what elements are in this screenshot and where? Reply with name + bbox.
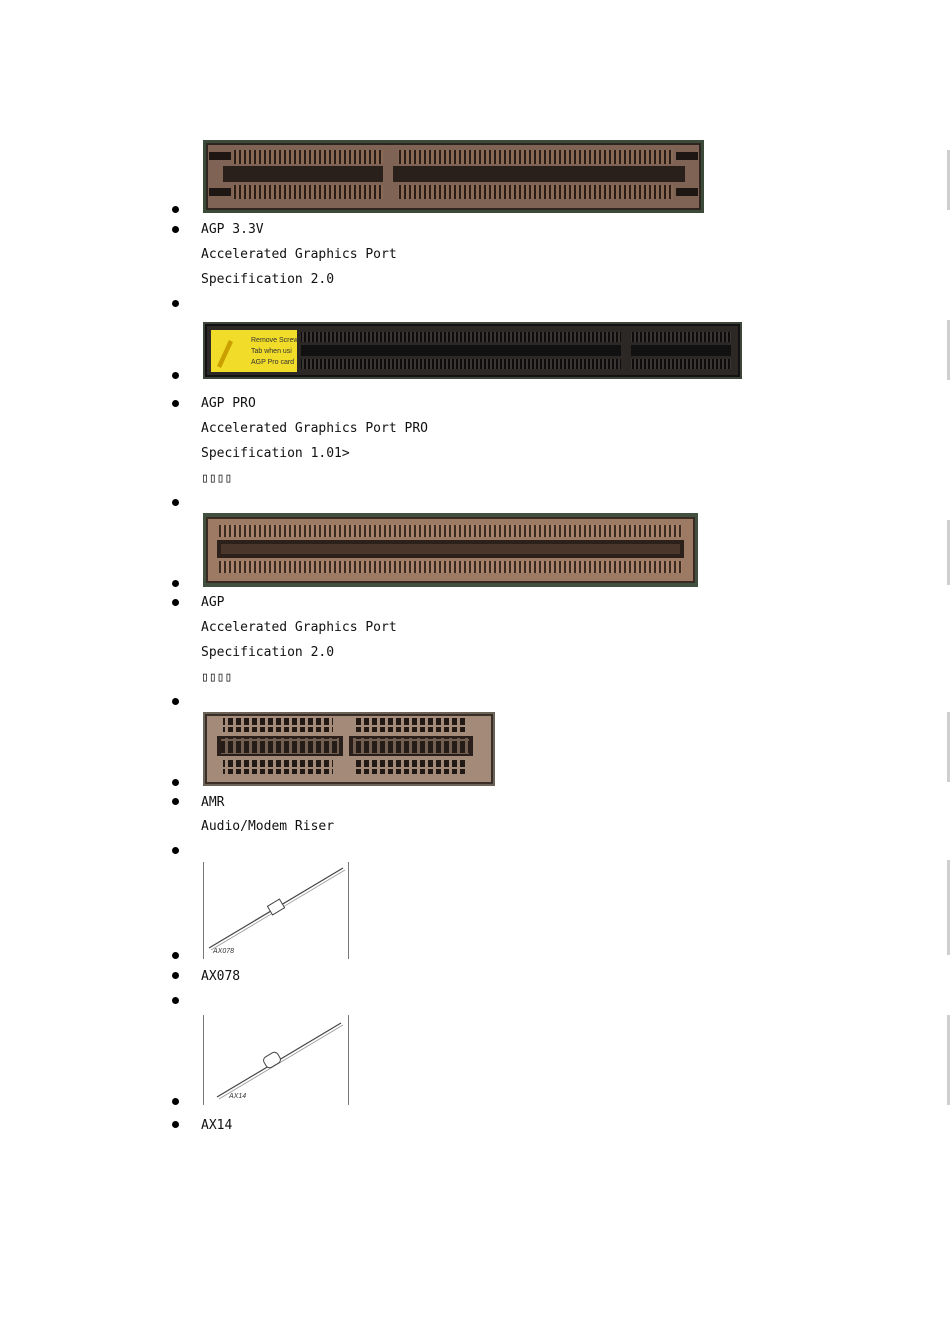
entry-line: Accelerated Graphics Port bbox=[201, 247, 397, 262]
entry-line: Accelerated Graphics Port PRO bbox=[201, 421, 428, 436]
list-bullet bbox=[172, 952, 179, 959]
amr-slot-image bbox=[203, 712, 495, 786]
list-bullet bbox=[172, 400, 179, 407]
entry-line: Audio/Modem Riser bbox=[201, 819, 335, 834]
list-bullet bbox=[172, 997, 179, 1004]
component-label: AX078 bbox=[213, 948, 235, 955]
list-bullet bbox=[172, 372, 179, 379]
list-bullet bbox=[172, 779, 179, 786]
entry-title: AX14 bbox=[201, 1118, 233, 1133]
entry-line: ▯▯▯▯ bbox=[201, 471, 233, 486]
list-bullet bbox=[172, 599, 179, 606]
list-bullet bbox=[172, 847, 179, 854]
list-bullet bbox=[172, 226, 179, 233]
entry-line: Specification 2.0 bbox=[201, 645, 335, 660]
entry-title: AGP 3.3V bbox=[201, 222, 264, 237]
entry-title: AGP PRO bbox=[201, 396, 256, 411]
agp-pro-slot-image bbox=[203, 322, 742, 379]
entry-title: AGP bbox=[201, 595, 225, 610]
list-bullet bbox=[172, 580, 179, 587]
list-bullet bbox=[172, 499, 179, 506]
sticker-line: AGP Pro card bbox=[251, 359, 295, 366]
entry-line: Accelerated Graphics Port bbox=[201, 620, 397, 635]
list-bullet bbox=[172, 206, 179, 213]
list-bullet bbox=[172, 972, 179, 979]
entry-line: Specification 1.01> bbox=[201, 446, 350, 461]
component-label: AX14 bbox=[229, 1093, 247, 1100]
list-bullet bbox=[172, 798, 179, 805]
sticker-line: Tab when usi bbox=[251, 348, 292, 355]
ax14-component-image bbox=[203, 1015, 349, 1105]
entry-line: Specification 2.0 bbox=[201, 272, 335, 287]
list-bullet bbox=[172, 1098, 179, 1105]
agp-3v-slot-image bbox=[203, 140, 704, 213]
entry-title: AMR bbox=[201, 795, 225, 810]
list-bullet bbox=[172, 300, 179, 307]
entry-line: ▯▯▯▯ bbox=[201, 670, 233, 685]
list-bullet bbox=[172, 1121, 179, 1128]
sticker-line: Remove Screw bbox=[251, 337, 299, 344]
ax078-component-image bbox=[203, 862, 349, 959]
list-bullet bbox=[172, 698, 179, 705]
entry-title: AX078 bbox=[201, 969, 241, 984]
agp-slot-image bbox=[203, 513, 698, 587]
